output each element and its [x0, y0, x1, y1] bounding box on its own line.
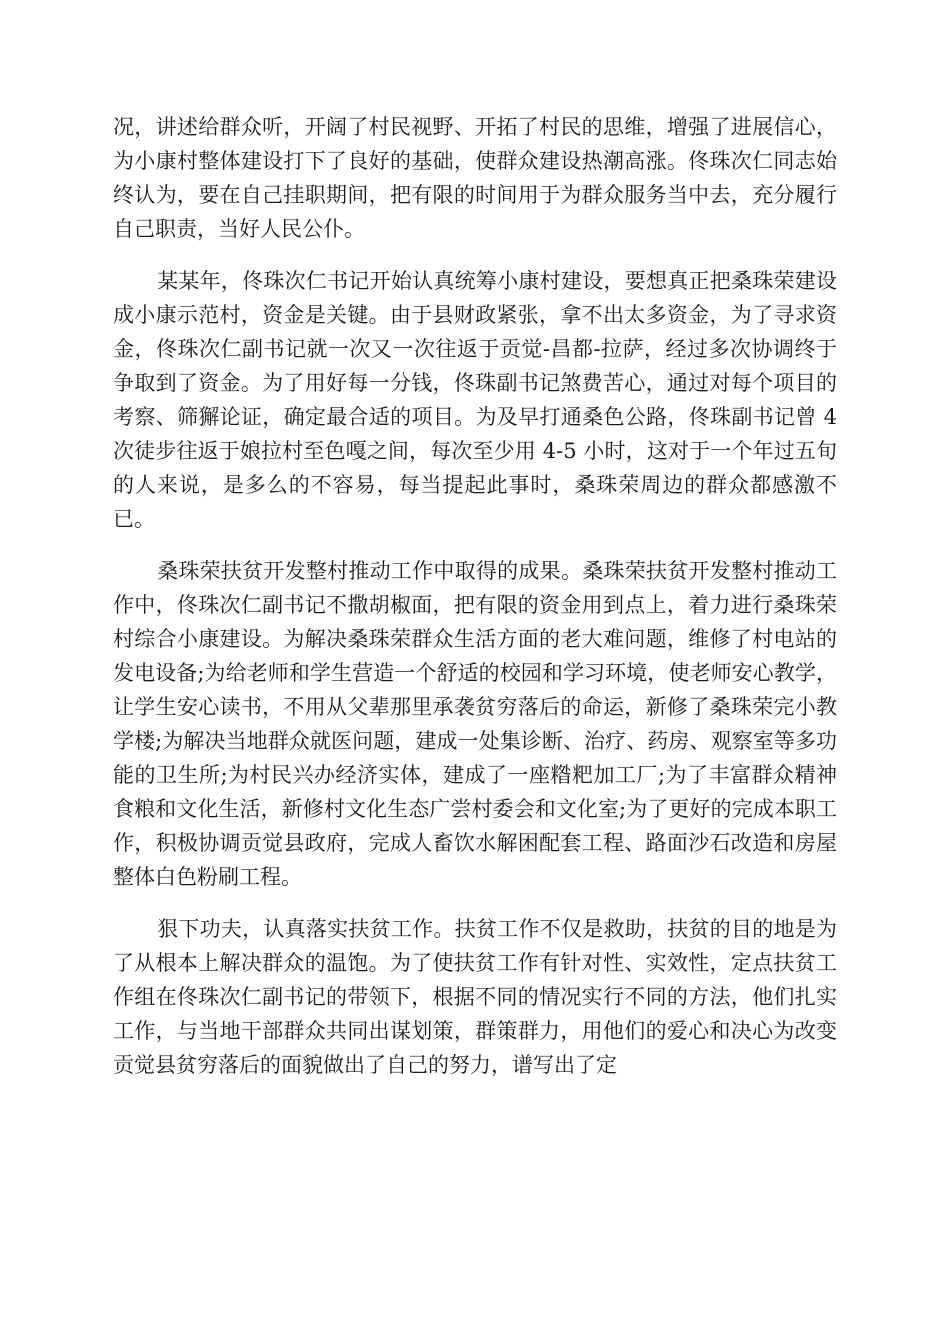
paragraph-poverty-work: 狠下功夫，认真落实扶贫工作。扶贫工作不仅是救助，扶贫的目的地是为了从根本上解决群众的温饱。为了使扶贫工作有针对性、实效性，定点扶贫工作组在佟珠次仁副书记的带领下，根据不同的情况实行不同的方法，他们扎实工作，与当地干部群众共同出谋划策，群策群力，用他们的爱心和决心为改变贡觉县贫穷落后的面貌做出了自己的努力，谱写出了定 — [113, 917, 837, 1077]
paragraph-achievements: 桑珠荣扶贫开发整村推动工作中取得的成果。桑珠荣扶贫开发整村推动工作中，佟珠次仁副书记不撒胡椒面，把有限的资金用到点上，着力进行桑珠荣村综合小康建设。为解决桑珠荣群众生活方面的老大难问题，维修了村电站的发电设备;为给老师和学生营造一个舒适的校园和学习环境，使老师安心教学，让学生安心读书，不用从父辈那里承袭贫穷落后的命运，新修了桑珠荣完小教学楼;为解决当地群众就医问题，建成一处集诊断、治疗、药房、观察室等多功能的卫生所;为村民兴办经济实体，建成了一座糌粑加工厂;为了丰富群众精神食粮和文化生活，新修村文化生态广尝村委会和文化室;为了更好的完成本职工作，积极协调贡觉县政府，完成人畜饮水解困配套工程、路面沙石改造和房屋整体白色粉刷工程。 — [113, 559, 837, 889]
document-body — [113, 110, 837, 1082]
paragraph-continuation: 况，讲述给群众听，开阔了村民视野、开拓了村民的思维，增强了进展信心，为小康村整体建设打下了良好的基础，使群众建设热潮高涨。佟珠次仁同志始终认为，要在自己挂职期间，把有限的时间用于为群众服务当中去，充分履行自己职责，当好人民公仆。 — [113, 115, 837, 241]
paragraph-funding: 某某年，佟珠次仁书记开始认真统筹小康村建设，要想真正把桑珠荣建设成小康示范村，资金是关键。由于县财政紧张，拿不出太多资金，为了寻求资金，佟珠次仁副书记就一次又一次往返于贡觉-昌都-拉萨，经过多次协调终于争取到了资金。为了用好每一分钱，佟珠副书记煞费苦心，通过对每个项目的考察、筛獬论证，确定最合适的项目。为及早打通桑色公路，佟珠副书记曾 4 次徒步往返于娘拉村至色嘎之间，每次至少用 4-5 小时，这对于一个年过五旬的人来说，是多么的不容易，每当提起此事时，桑珠荣周边的群众都感激不已。 — [113, 269, 837, 531]
